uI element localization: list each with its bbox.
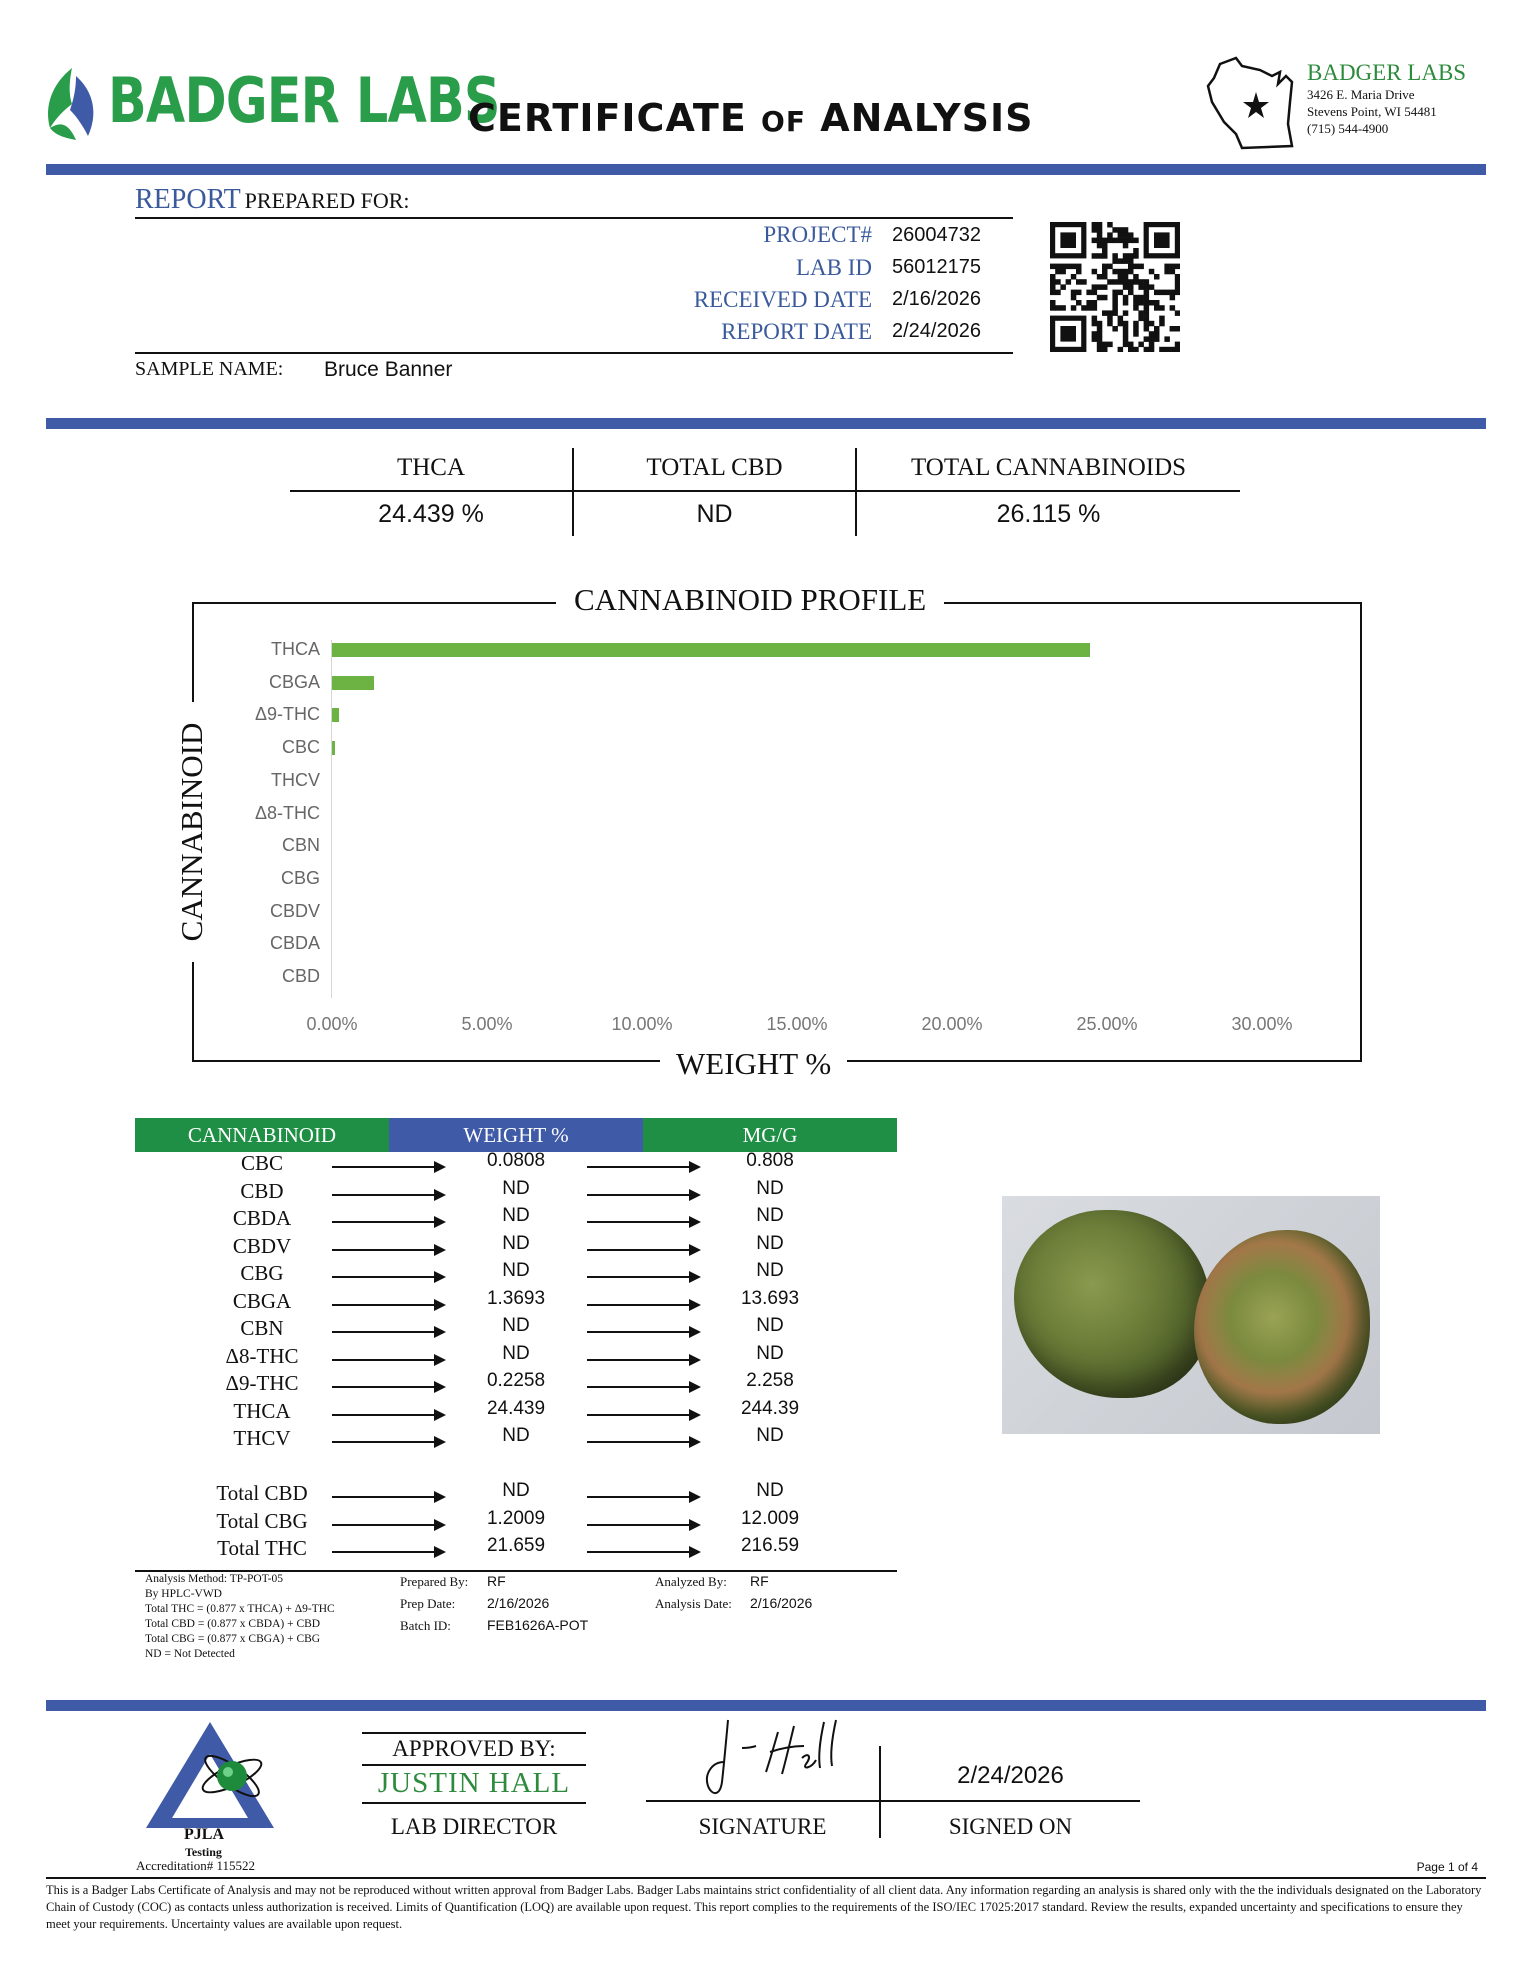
table-row-mgg: ND — [756, 1425, 784, 1446]
page-number: Page 1 of 4 — [1416, 1860, 1478, 1874]
method-line: Analysis Method: TP-POT-05 — [145, 1573, 284, 1585]
batch-id-value: FEB1626A-POT — [487, 1617, 589, 1633]
summary-value-total-cbd: ND — [696, 500, 733, 528]
arrow-icon — [332, 1359, 444, 1361]
chart-x-tick-label: 10.00% — [611, 1014, 673, 1034]
table-row-name: CBG — [240, 1261, 284, 1285]
received-date-label: RECEIVED DATE — [693, 287, 872, 312]
project-value: 26004732 — [892, 224, 981, 246]
table-row-weight: 0.0808 — [486, 1150, 546, 1171]
title-word-of: OF — [761, 105, 806, 138]
approved-by-label: APPROVED BY: — [392, 1736, 556, 1761]
approver-name: JUSTIN HALL — [377, 1767, 571, 1799]
sample-name-label: SAMPLE NAME: — [135, 358, 284, 380]
signed-on-date: 2/24/2026 — [957, 1762, 1064, 1789]
arrow-icon — [332, 1249, 444, 1251]
chart-category-label: Δ8-THC — [254, 802, 320, 823]
chart-category-label: Δ9-THC — [254, 704, 320, 725]
lab-id-value: 56012175 — [892, 256, 981, 278]
arrow-icon — [332, 1551, 444, 1553]
cannabinoid-profile-chart — [192, 602, 1362, 1062]
chart-category-label: CBGA — [268, 671, 320, 692]
legal-top-rule — [46, 1877, 1486, 1879]
table-row-weight: ND — [502, 1260, 530, 1281]
summary-label-total-cbd: TOTAL CBD — [646, 454, 783, 481]
table-row-weight: 21.659 — [486, 1535, 546, 1556]
arrow-icon — [587, 1276, 699, 1278]
chart-category-label: CBD — [281, 966, 320, 986]
pjla-accreditation-logo-icon — [140, 1718, 280, 1836]
bud-right-shape — [1194, 1230, 1370, 1424]
address-city: Stevens Point, WI 54481 — [1307, 104, 1437, 119]
chart-category-label: CBC — [281, 737, 320, 758]
chart-x-tick-label: 5.00% — [461, 1014, 513, 1034]
arrow-icon — [332, 1524, 444, 1526]
chart-x-tick-label: 30.00% — [1231, 1014, 1293, 1034]
brand-logo-text: BADGER LABS — [108, 64, 500, 137]
arrow-icon — [587, 1221, 699, 1223]
certificate-title — [468, 96, 1034, 140]
chart-y-axis-text: CANNABINOID — [174, 702, 210, 962]
title-word-certificate: CERTIFICATE — [468, 96, 747, 140]
table-row-mgg: ND — [756, 1260, 784, 1281]
summary-value-thca: 24.439 % — [378, 500, 484, 528]
analysis-date-value: 2/16/2026 — [750, 1595, 813, 1611]
arrow-icon — [587, 1194, 699, 1196]
wisconsin-map-icon — [1202, 52, 1306, 152]
arrow-icon — [587, 1304, 699, 1306]
summary-label-thca: THCA — [396, 454, 466, 481]
chart-category-label: CBDA — [269, 933, 320, 954]
chart-category-label: CBN — [281, 835, 320, 856]
table-row-name: CBGA — [232, 1288, 292, 1313]
header-divider — [46, 164, 1486, 175]
chart-category-label: THCV — [271, 769, 320, 790]
table-row-weight: ND — [502, 1232, 530, 1254]
table-row-weight: 1.2009 — [486, 1507, 546, 1529]
chart-x-tick-label: 15.00% — [766, 1014, 828, 1034]
report-date-label: REPORT DATE — [721, 319, 872, 344]
bud-left-shape — [1014, 1210, 1210, 1398]
table-row-name: CBN — [240, 1316, 284, 1340]
info-underline — [135, 352, 1013, 354]
summary-box — [290, 448, 1240, 536]
method-line: Total CBG = (0.877 x CBGA) + CBG — [145, 1633, 321, 1645]
address-phone: (715) 544-4900 — [1307, 121, 1389, 136]
report-word: REPORT — [135, 184, 241, 215]
lab-id-label: LAB ID — [795, 255, 872, 280]
arrow-icon — [332, 1331, 444, 1333]
lab-director-label: LAB DIRECTOR — [390, 1814, 558, 1839]
batch-id-label: Batch ID: — [400, 1618, 451, 1633]
table-row-name: THCA — [233, 1398, 291, 1423]
legal-disclaimer: This is a Badger Labs Certificate of Analysis and may not be reproduced without written approval from Badger Labs. Badger Labs maintains strict confidentiality of all client data. Any information regarding an analysis is shared only with the the individuals designated on the Laboratory Chain of Custody (COC) as contacts unless authorization is received. Limits of Quantification (LOQ) are available upon request. This report complies to the requirements of the ISO/IEC 17025:2017 standard. Review the results, expanded uncertainty and specifications to ensure they meet your requirements. Uncertainty values are available upon request. — [46, 1883, 1482, 1931]
report-prepared-for — [135, 184, 410, 216]
arrow-icon — [332, 1304, 444, 1306]
prepared-by-value: RF — [487, 1573, 506, 1589]
table-row-weight: ND — [502, 1315, 530, 1336]
table-row-mgg: ND — [756, 1205, 784, 1226]
table-row-mgg: ND — [756, 1480, 784, 1501]
table-row-name: Total THC — [217, 1536, 307, 1560]
arrow-icon — [587, 1524, 699, 1526]
chart-x-tick-label: 0.00% — [306, 1014, 358, 1034]
chart-x-axis-label: WEIGHT % — [660, 1046, 847, 1082]
chart-category-label: THCA — [271, 639, 320, 659]
table-row-weight: 1.3693 — [486, 1287, 546, 1309]
table-row-weight: ND — [502, 1342, 530, 1364]
table-row-weight: ND — [502, 1205, 530, 1226]
method-line: By HPLC-VWD — [145, 1588, 222, 1600]
summary-divider — [290, 490, 1240, 492]
chart-category-label: CBDV — [269, 900, 320, 921]
table-header-mgg: MG/G — [643, 1118, 897, 1152]
table-row-name: Total CBG — [216, 1508, 308, 1533]
arrow-icon — [332, 1386, 444, 1388]
table-row-name: CBC — [240, 1151, 284, 1175]
signature-image — [690, 1712, 850, 1802]
qr-code-icon[interactable] — [1050, 222, 1180, 352]
footer-divider — [46, 1700, 1486, 1711]
arrow-icon — [587, 1331, 699, 1333]
table-row-mgg: ND — [756, 1342, 784, 1364]
accreditation-number: Accreditation# 115522 — [136, 1858, 256, 1873]
arrow-icon — [332, 1276, 444, 1278]
report-date-value: 2/24/2026 — [892, 320, 981, 342]
address-street: 3426 E. Maria Drive — [1307, 87, 1415, 102]
address-lab-name: BADGER LABS — [1307, 60, 1467, 85]
sample-name-value: Bruce Banner — [324, 358, 453, 381]
approved-mid-rule — [362, 1764, 586, 1766]
pjla-text: PJLA — [184, 1826, 224, 1843]
prepared-for-underline — [135, 217, 1013, 219]
table-row-weight: 0.2258 — [486, 1370, 546, 1391]
project-label: PROJECT# — [763, 222, 872, 247]
table-row-mgg: 13.693 — [740, 1287, 800, 1309]
chart-title: CANNABINOID PROFILE — [556, 582, 944, 618]
table-row-name: CBDA — [232, 1206, 292, 1230]
table-row-mgg: 0.808 — [746, 1150, 794, 1171]
prep-date-value: 2/16/2026 — [487, 1595, 550, 1611]
chart-x-tick-label: 20.00% — [921, 1014, 983, 1034]
title-word-analysis: ANALYSIS — [820, 96, 1034, 140]
table-header-cannabinoid: CANNABINOID — [135, 1118, 389, 1152]
table-row-name: Δ9-THC — [225, 1371, 299, 1395]
method-line: Total CBD = (0.877 x CBDA) + CBD — [145, 1618, 321, 1630]
arrow-icon — [587, 1386, 699, 1388]
table-row-mgg: ND — [756, 1232, 784, 1254]
method-line: ND = Not Detected — [145, 1648, 235, 1660]
chart-y-axis-line — [331, 640, 332, 998]
arrow-icon — [332, 1194, 444, 1196]
method-line: Total THC = (0.877 x THCA) + Δ9-THC — [145, 1603, 335, 1615]
arrow-icon — [587, 1496, 699, 1498]
approver-bottom-rule — [362, 1802, 586, 1804]
received-date-value: 2/16/2026 — [892, 288, 981, 310]
arrow-icon — [332, 1166, 444, 1168]
arrow-icon — [587, 1166, 699, 1168]
table-row-weight: ND — [502, 1425, 530, 1446]
chart-x-tick-label: 25.00% — [1076, 1014, 1138, 1034]
table-row-weight: 24.439 — [486, 1397, 546, 1419]
analysis-method-notes — [145, 1572, 335, 1662]
arrow-icon — [332, 1496, 444, 1498]
chart-category-label: CBG — [280, 867, 320, 888]
prepared-for-label: PREPARED FOR: — [244, 188, 410, 213]
arrow-icon — [332, 1441, 444, 1443]
analyzed-by-label: Analyzed By: — [655, 1574, 727, 1589]
signed-on-label: SIGNED ON — [948, 1814, 1073, 1839]
summary-value-total-cannabinoids: 26.115 % — [996, 500, 1101, 528]
summary-label-total-cannabinoids: TOTAL CANNABINOIDS — [910, 454, 1187, 481]
prepared-by-label: Prepared By: — [400, 1574, 469, 1589]
table-row-name: CBDV — [232, 1233, 292, 1258]
table-row-weight: ND — [502, 1177, 530, 1199]
pjla-testing-text: Testing — [185, 1845, 222, 1859]
arrow-icon — [332, 1414, 444, 1416]
table-row-weight: ND — [502, 1480, 530, 1501]
table-row-mgg: ND — [756, 1315, 784, 1336]
table-row-mgg: 2.258 — [746, 1370, 794, 1391]
table-row-mgg: 244.39 — [740, 1397, 800, 1419]
product-photo — [1002, 1196, 1380, 1434]
arrow-icon — [587, 1359, 699, 1361]
signature-line — [646, 1800, 1140, 1802]
arrow-icon — [587, 1414, 699, 1416]
arrow-icon — [587, 1551, 699, 1553]
table-row-name: Δ8-THC — [225, 1343, 299, 1368]
table-row-name: Total CBD — [216, 1481, 308, 1505]
analyzed-by-value: RF — [750, 1573, 769, 1589]
arrow-icon — [332, 1221, 444, 1223]
arrow-icon — [587, 1441, 699, 1443]
table-row-name: CBD — [240, 1178, 284, 1203]
analysis-date-label: Analysis Date: — [655, 1596, 732, 1611]
prep-date-label: Prep Date: — [400, 1596, 456, 1611]
table-header-weight: WEIGHT % — [389, 1118, 643, 1152]
table-row-name: THCV — [233, 1426, 291, 1450]
arrow-icon — [587, 1249, 699, 1251]
table-row-mgg: 216.59 — [740, 1535, 800, 1556]
signature-label: SIGNATURE — [698, 1814, 827, 1839]
section-divider — [46, 418, 1486, 429]
table-row-mgg: ND — [756, 1177, 784, 1199]
lab-address — [1307, 60, 1466, 137]
approved-top-rule — [362, 1732, 586, 1734]
table-row-mgg: 12.009 — [740, 1507, 800, 1529]
badger-leaf-logo-icon — [42, 66, 98, 142]
